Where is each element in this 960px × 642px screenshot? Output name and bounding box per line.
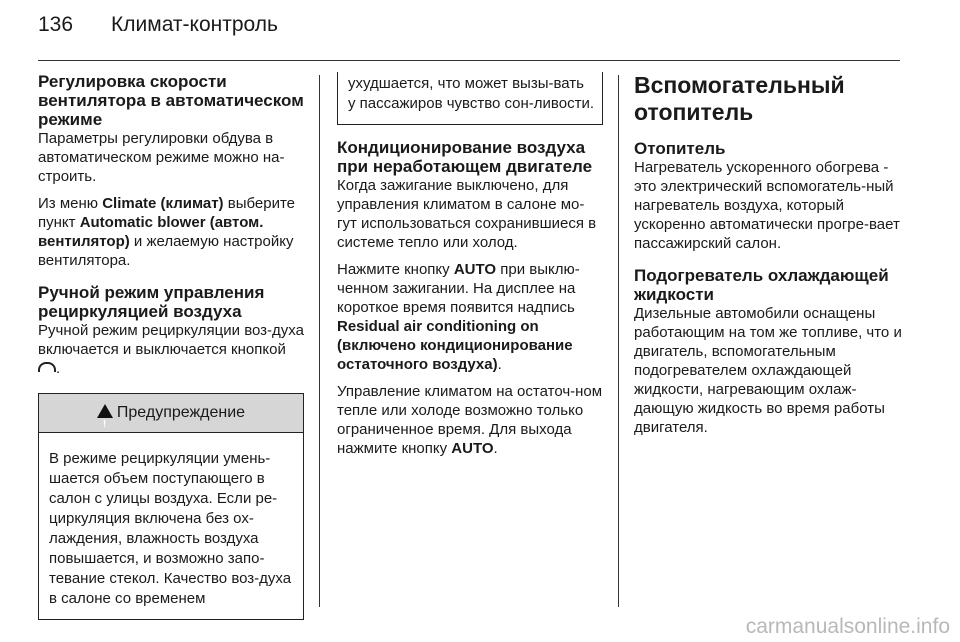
warning-text: В режиме рециркуляции умень-шается объем поступающего в салон с улицы воздуха. Если ре-циркуляция включена без ох-лаждения, влажность воздуха повышается, и возможно запо-тевание стекол. Качество воз-духа в салоне со временем (49, 450, 292, 607)
warning-text: ухудшается, что может вызы-вать у пассажиров чувство сон-ливости. (348, 75, 594, 112)
paragraph: Когда зажигание выключено, для управления климатом в салоне мо-гут использоваться сохранившиеся в системе тепло или холод. (337, 177, 597, 251)
main-heading: Вспомогательный отопитель (634, 72, 845, 125)
warning-box (38, 393, 304, 620)
text-run: . (56, 360, 61, 377)
button-ref: AUTO (451, 440, 494, 457)
paragraph: Параметры регулировки обдува в автоматическом режиме можно на-строить. (38, 130, 285, 185)
paragraph (337, 260, 603, 374)
text-run: при выклю-ченном зажигании. На дисплее на короткое время появится надпись (337, 261, 580, 316)
text-run: Нажмите кнопку (337, 261, 454, 278)
text-run: . (497, 356, 502, 373)
column-1 (38, 72, 304, 620)
paragraph (38, 194, 304, 270)
text-run: и желаемую настройку вентилятора. (38, 233, 294, 269)
paragraph: Нагреватель ускоренного обогрева - это электрический вспомогатель-ный нагреватель воздуха, который ускоренно автоматически прогре-вает пассажирский салон. (634, 159, 900, 252)
section-heading: Кондиционирование воздуха при неработающем двигателе (337, 138, 593, 176)
text-run: Ручной режим рециркуляции воз-духа включается и выключается кнопкой (38, 322, 304, 358)
recirculation-icon (38, 362, 56, 372)
column-2 (337, 76, 603, 458)
display-message-ref: Residual air conditioning on (включено кондиционирование остаточного воздуха) (337, 318, 573, 373)
text-run: выберите пункт (38, 195, 296, 231)
text-run: Управление климатом на остаточ-ном тепле или холоде возможно только ограниченное время. Для выхода нажмите кнопку (337, 383, 603, 457)
header-rule (38, 60, 900, 61)
menu-item-ref: Automatic blower (автом. вентилятор) (38, 214, 264, 250)
column-divider (319, 75, 320, 607)
paragraph (337, 382, 603, 458)
warning-box-continued (337, 72, 603, 125)
button-ref: AUTO (453, 261, 497, 278)
warning-icon (97, 404, 113, 418)
section-heading: Отопитель (634, 139, 726, 158)
chapter-title: Климат-контроль (111, 13, 278, 36)
warning-header (39, 394, 303, 433)
page-header (38, 13, 278, 37)
section-heading: Регулировка скорости вентилятора в автоматическом режиме (38, 72, 304, 129)
menu-item-ref: Climate (климат) (102, 195, 224, 212)
paragraph (38, 321, 304, 378)
paragraph: Дизельные автомобили оснащены работающим на том же топливе, что и двигатель, вспомогательным подогревателем охлаждающей жидкости, нагревающим охлаж-дающую жидкость во время работы двигателя. (634, 305, 902, 436)
text-run: . (493, 440, 498, 457)
section-heading: Подогреватель охлаждающей жидкости (634, 266, 889, 304)
section-heading: Ручной режим управления рециркуляцией воздуха (38, 283, 265, 321)
watermark: carmanualsonline.info (745, 615, 950, 638)
column-3 (634, 72, 902, 437)
column-divider (618, 75, 619, 607)
warning-title: Предупреждение (116, 404, 246, 421)
page-number: 136 (38, 13, 74, 36)
text-run: Из меню (38, 195, 103, 212)
